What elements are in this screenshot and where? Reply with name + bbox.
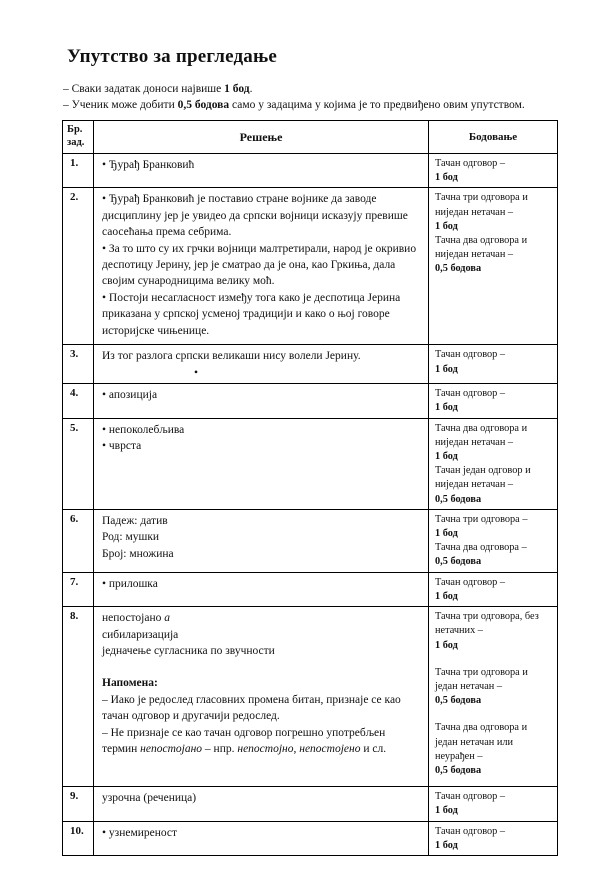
row-number: 10. [63,821,94,855]
solution-line [102,725,420,758]
solution-cell [94,821,429,855]
scoring-cell [429,509,558,572]
intro-notes [63,82,525,113]
scoring-label: Тачан један одговор и ниједан нетачан – [435,465,531,491]
solution-line [102,387,420,403]
scoring-label: Тачна два одговора и ниједан нетачан – [435,422,528,448]
solution-text: • прилошка [102,577,158,590]
scoring-points: 1 бод [435,839,458,851]
solution-line [102,348,420,364]
scoring-points: 0,5 бодова [435,263,482,275]
row-number: 2. [63,188,94,345]
solution-cell [94,572,429,606]
scoring-points: 1 бод [435,363,458,375]
table-header-row [63,121,558,154]
scoring-cell [429,572,558,606]
row-number: 4. [63,384,94,418]
grading-table [62,120,558,856]
scoring-points: 1 бод [435,172,458,184]
row-number: 3. [63,345,94,384]
intro-line-1 [63,82,525,98]
scoring-entry [435,790,552,818]
solution-line [102,365,420,381]
solution-text: и сл. [360,743,387,756]
scoring-label: Тачан одговор – [435,349,506,361]
intro-2-bold: 0,5 бодова [177,98,230,111]
scoring-entry [435,541,552,569]
intro-2-pre: – Ученик може добити [63,98,178,111]
scoring-points: 0,5 бодова [435,695,482,707]
scoring-cell [429,154,558,188]
scoring-entry [435,721,552,778]
solution-line [102,790,420,806]
solution-text: – Не признаје се као тачан одговор погрешно употребљен термин [102,726,386,756]
solution-line [102,825,420,841]
solution-text: Род: мушки [102,531,160,544]
solution-line [102,290,420,339]
solution-text: • апозиција [102,389,158,402]
scoring-points: 1 бод [435,639,458,651]
solution-text: • непоколебљива [102,423,185,436]
solution-cell [94,787,429,821]
solution-text: Падеж: датив [102,514,168,527]
header-task-number-line1: Бр. [67,124,83,135]
scoring-points: 1 бод [435,805,458,817]
scoring-cell [429,188,558,345]
solution-text: , [293,743,300,756]
solution-text: • чврста [102,440,142,453]
table-row [63,821,558,855]
solution-text: Број: множина [102,547,174,560]
solution-text: непостојно [237,743,294,756]
scoring-label: Тачна два одговора – [435,542,527,554]
solution-cell [94,607,429,787]
scoring-label: Тачна три одговора и један нетачан – [435,666,528,693]
solution-text: узрочна (реченица) [102,792,197,805]
solution-line [102,241,420,290]
intro-1-pre: – Сваки задатак доноси највише [63,83,225,95]
scoring-points: 1 бод [435,528,458,540]
solution-line [102,610,420,626]
solution-line [102,422,420,438]
scoring-cell [429,345,558,384]
solution-line [102,546,420,562]
solution-text: непостојено [299,743,361,756]
solution-text: • Постоји несагласност између тога како је деспотица Јерина приказана у српској усменој традицији и како о њој говоре историјске чињенице. [102,291,401,337]
solution-line [102,675,420,691]
scoring-label: Тачан одговор – [435,388,506,400]
solution-text: сибиларизација [102,628,179,641]
solution-cell [94,345,429,384]
scoring-label: Тачна три одговора и ниједан нетачан – [435,192,528,218]
solution-text: • За то што су их грчки војници малтретирали, народ је окривио деспотицу Јерину, јер је сматрао да је она, као Гркиња, дала својим сународницима велику моћ. [102,242,417,288]
scoring-entry [435,191,552,234]
solution-text: а [164,612,171,625]
row-number: 1. [63,154,94,188]
scoring-entry [435,348,552,376]
row-number: 5. [63,418,94,509]
scoring-label: Тачан одговор – [435,576,506,588]
solution-line [102,659,420,675]
solution-text: • узнемиреност [102,826,178,839]
solution-text: Из тог разлога српски великаши нису волели Јерину. [102,350,361,363]
scoring-label: Тачан одговор – [435,791,506,803]
solution-cell [94,154,429,188]
scoring-label: Тачан одговор – [435,825,506,837]
solution-text: једначење сугласника по звучности [102,645,275,658]
solution-line [102,643,420,659]
scoring-points: 1 бод [435,451,458,463]
scoring-points: 1 бод [435,402,458,414]
scoring-label: Тачна два одговора и ниједан нетачан – [435,235,528,261]
scoring-label: Тачна три одговора, без нетачних – [435,611,539,637]
row-number: 9. [63,787,94,821]
page-title: Упутство за прегледање [67,46,277,67]
solution-line [102,157,420,173]
row-number: 7. [63,572,94,606]
scoring-entry [435,422,552,465]
solution-text: Напомена: [102,677,158,690]
solution-text: непостојано [102,612,165,625]
row-number: 6. [63,509,94,572]
solution-text: непостојано [140,743,203,756]
scoring-label: Тачна три одговора – [435,513,528,525]
solution-line [102,438,420,454]
scoring-label: Тачан одговор – [435,158,506,169]
solution-line [102,576,420,592]
header-task-number [63,121,94,154]
table-row [63,188,558,345]
scoring-entry [435,387,552,415]
scoring-points: 1 бод [435,591,458,603]
table-row [63,345,558,384]
solution-line [102,529,420,545]
scoring-entry [435,234,552,277]
scoring-entry [435,666,552,709]
table-row [63,509,558,572]
scoring-points: 0,5 бодова [435,765,482,777]
intro-line-2 [63,98,525,114]
scoring-cell [429,787,558,821]
scoring-cell [429,418,558,509]
scoring-cell [429,384,558,418]
scoring-entry [435,825,552,853]
solution-line [102,627,420,643]
scoring-entry [435,513,552,541]
scoring-cell [429,607,558,787]
solution-line [102,513,420,529]
scoring-entry [435,576,552,604]
solution-cell [94,384,429,418]
solution-text: – нпр. [202,743,238,756]
solution-text: • [194,366,199,379]
solution-text: – Иако је редослед гласовних промена битан, признаје се као тачан одговор и другачији редослед. [102,693,401,723]
table-row [63,418,558,509]
scoring-points: 0,5 бодова [435,556,482,568]
solution-cell [94,418,429,509]
header-scoring: Бодовање [429,121,558,154]
table-row [63,384,558,418]
solution-line [102,191,420,240]
solution-text: • Ђурађ Бранковић [102,159,195,171]
scoring-entry [435,157,552,185]
row-number: 8. [63,607,94,787]
table-row [63,154,558,188]
intro-1-bold: 1 бод [224,83,250,95]
scoring-entry [435,464,552,507]
scoring-label: Тачна два одговора и један нетачан или неурађен – [435,722,528,762]
solution-cell [94,188,429,345]
scoring-cell [429,821,558,855]
solution-line [102,692,420,725]
intro-1-post: . [249,83,253,95]
header-solution: Решење [94,121,429,154]
table-row [63,572,558,606]
solution-text: • Ђурађ Бранковић је поставио стране војнике да заводе дисциплину јер је увидео да српски војници исказују превише саосећања према себрима. [102,193,408,239]
intro-2-post: само у задацима у којима је то предвиђено овим упутством. [229,98,525,111]
scoring-points: 0,5 бодова [435,493,482,505]
solution-cell [94,509,429,572]
scoring-points: 1 бод [435,220,458,232]
scoring-entry [435,610,552,653]
table-row [63,607,558,787]
header-task-number-line2: зад. [67,137,85,148]
grading-table-body [63,154,558,856]
table-row [63,787,558,821]
